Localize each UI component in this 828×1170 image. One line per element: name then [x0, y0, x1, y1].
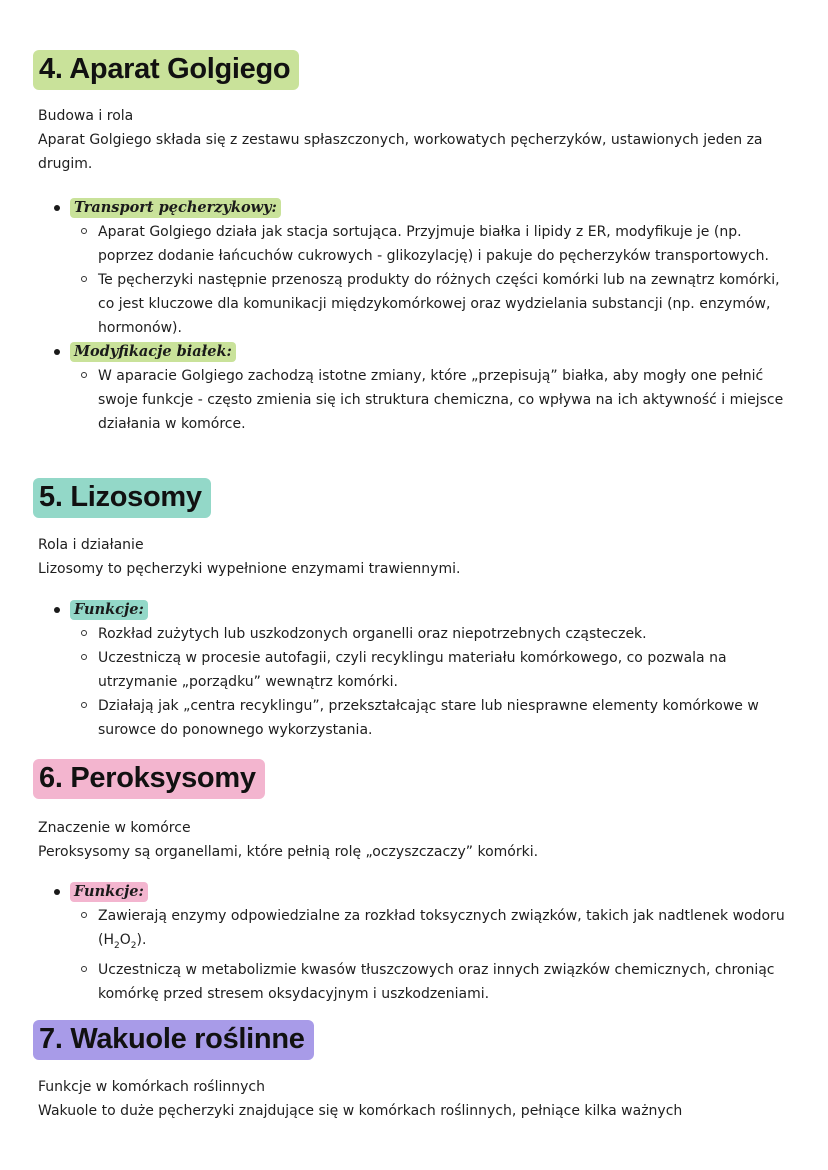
sub-item: Uczestniczą w metabolizmie kwasów tłuszczowych oraz innych związków chemicznych, chroniąc komórkę przed stresem oksydacyjnym i uszkodzeniami. [80, 958, 794, 1006]
bullet-item [54, 880, 794, 1006]
section-heading-vacuoles: 7. Wakuole roślinne [33, 1020, 314, 1060]
golgi-bullets [54, 196, 794, 436]
section-subtitle: Znaczenie w komórce [38, 820, 191, 836]
sub-item: Działają jak „centra recyklingu”, przekształcając stare lub niesprawne elementy komórkowe w surowce do ponownego wykorzystania. [80, 694, 794, 742]
chem-text: ). [136, 932, 147, 948]
section-intro: Peroksysomy są organellami, które pełnią rolę „oczyszczaczy” komórki. [38, 844, 539, 860]
chem-subscript: 2 [130, 940, 137, 951]
lysosomes-bullets [54, 598, 794, 742]
bullet-dot-icon [54, 607, 60, 613]
sub-item: Aparat Golgiego działa jak stacja sortująca. Przyjmuje białka i lipidy z ER, modyfikuje je (np. poprzez dodanie łańcuchów cukrowych - glikozylację) i pakuje do pęcherzyków transportowych. [80, 220, 794, 268]
section-heading-golgi: 4. Aparat Golgiego [33, 50, 299, 90]
section-heading-peroxisomes: 6. Peroksysomy [33, 759, 265, 799]
section-subtitle: Rola i działanie [38, 537, 144, 553]
sub-item: Te pęcherzyki następnie przenoszą produkty do różnych części komórki lub na zewnątrz komórki, co jest kluczowe dla komunikacji międzykomórkowej oraz wydzielania substancji (np. enzymów, hormonów). [80, 268, 794, 340]
circle-bullet-icon [81, 630, 87, 636]
chem-subscript: 2 [114, 940, 120, 951]
section-subtitle: Budowa i rola [38, 108, 134, 124]
bullet-label: Funkcje: [70, 882, 148, 902]
sub-item: Rozkład zużytych lub uszkodzonych organelli oraz niepotrzebnych cząsteczek. [80, 622, 794, 646]
circle-bullet-icon [81, 702, 87, 708]
circle-bullet-icon [81, 372, 87, 378]
section-intro: Wakuole to duże pęcherzyki znajdujące się w komórkach roślinnych, pełniące kilka ważnych [38, 1103, 683, 1119]
circle-bullet-icon [81, 912, 87, 918]
sub-item: Uczestniczą w procesie autofagii, czyli recyklingu materiału komórkowego, co pozwala na utrzymanie „porządku” wewnątrz komórki. [80, 646, 794, 694]
bullet-item [54, 196, 794, 340]
section-heading-lysosomes: 5. Lizosomy [33, 478, 211, 518]
sub-item: Zawierają enzymy odpowiedzialne za rozkład toksycznych związków, takich jak nadtlenek wodoru $(H_2O_2)$. [80, 904, 794, 958]
bullet-label: Funkcje: [70, 600, 148, 620]
bullet-item [54, 598, 794, 742]
circle-bullet-icon [81, 276, 87, 282]
lysosomes-intro [38, 533, 798, 581]
chem-text: O [119, 932, 131, 948]
circle-bullet-icon [81, 654, 87, 660]
circle-bullet-icon [81, 966, 87, 972]
bullet-dot-icon [54, 889, 60, 895]
golgi-intro [38, 104, 798, 176]
circle-bullet-icon [81, 228, 87, 234]
sub-item: W aparacie Golgiego zachodzą istotne zmiany, które „przepisują” białka, aby mogły one pełnić swoje funkcje - często zmienia się ich struktura chemiczna, co wpływa na ich aktywność i miejsce działania w komórce. [80, 364, 794, 436]
vacuoles-intro [38, 1075, 798, 1123]
peroxisomes-intro [38, 816, 798, 864]
peroxisomes-bullets [54, 880, 794, 1006]
bullet-label: Modyfikacje białek: [70, 342, 236, 362]
bullet-dot-icon [54, 205, 60, 211]
section-intro: Lizosomy to pęcherzyki wypełnione enzymami trawiennymi. [38, 561, 461, 577]
section-subtitle: Funkcje w komórkach roślinnych [38, 1079, 265, 1095]
bullet-label: Transport pęcherzykowy: [70, 198, 281, 218]
bullet-item [54, 340, 794, 436]
section-intro: Aparat Golgiego składa się z zestawu spłaszczonych, workowatych pęcherzyków, ustawionych jeden za drugim. [38, 132, 763, 172]
bullet-dot-icon [54, 349, 60, 355]
